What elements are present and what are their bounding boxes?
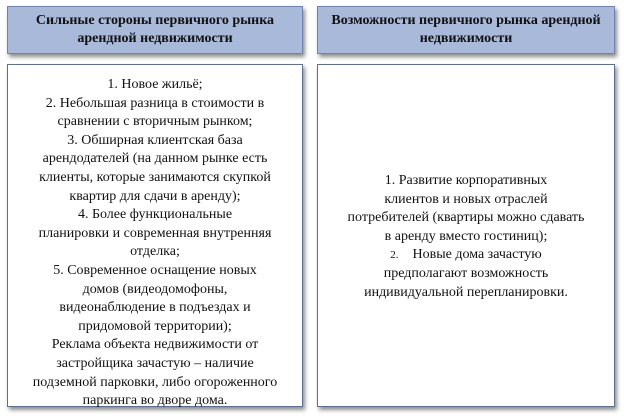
strengths-line: паркинга во дворе дома. [82,393,228,409]
opportunities-header [317,6,615,54]
opportunities-header-text: Возможности первичного рынка арендной недвижимости [331,13,601,46]
strengths-line: сравнении с вторичным рынком; [57,114,253,130]
opportunities-line-item2 [326,246,606,265]
strengths-line: планировки и современная внутренняя [38,225,272,241]
item2-text: Новые дома зачастую [412,247,542,263]
opportunities-line: потребителей (квартиры можно сдавать [347,210,585,226]
strengths-line: видеонаблюдение в подъездах и [59,300,251,316]
strengths-line: 3. Обширная клиентская база [67,132,243,148]
strengths-line: домов (видеодомофоны, [82,281,228,297]
strengths-line: отделка; [130,244,180,260]
strengths-line: Реклама объекта недвижимости от [51,337,259,353]
strengths-header-text: Сильные стороны первичного рынка арендной недвижимости [35,13,275,46]
strengths-line: арендодателей (на данном рынке есть [42,151,268,167]
strengths-line: квартир для сдачи в аренду); [69,188,241,204]
strengths-line: придомовой территории); [78,318,232,334]
opportunities-line: клиентов и новых отраслей [384,191,548,207]
opportunities-box [317,64,615,407]
opportunities-line: в аренду вместо гостиниц); [384,228,548,244]
opportunities-line: предполагают возможность [383,265,549,281]
opportunities-line: 1. Развитие корпоративных [384,173,548,188]
item2-number: 2. [390,249,399,262]
strengths-header [7,6,303,54]
strengths-line: 4. Более функциональные [77,207,233,223]
strengths-line: клиенты, которые занимаются скупкой [39,169,271,185]
strengths-line: подземной парковки, либо огороженного [32,374,278,390]
strengths-line: 5. Современное оснащение новых [53,262,257,278]
strengths-line: застройщика зачастую – наличие [56,355,254,371]
opportunities-line: индивидуальной перепланировки. [364,284,568,300]
strengths-box [7,64,303,407]
strengths-line: 2. Небольшая разница в стоимости в [45,95,265,111]
strengths-line: 1. Новое жильё; [107,77,203,92]
